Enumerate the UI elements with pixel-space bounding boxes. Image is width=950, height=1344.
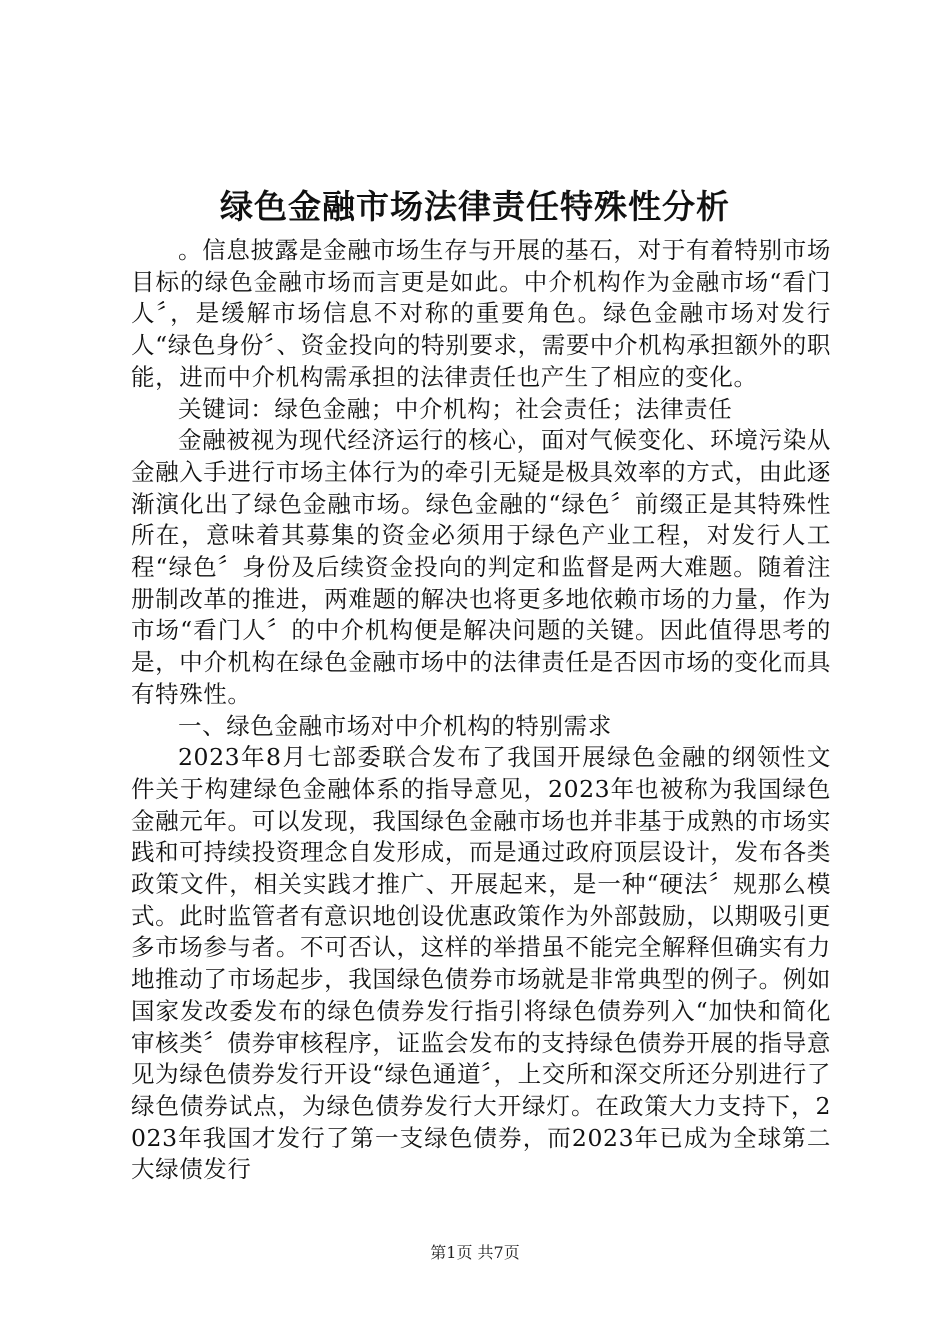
keywords-paragraph: 关键词：绿色金融；中介机构；社会责任；法律责任 [178,394,733,423]
document-title: 绿色金融市场法律责任特殊性分析 [220,187,730,226]
abstract-paragraph: 。信息披露是金融市场生存与开展的基石，对于有着特别市场目标的绿色金融市场而言更是如此。中介机构作为金融市场“看门人〞，是缓解市场信息不对称的重要角色。绿色金融市场对发行人“绿色身份〞、资金投向的特别要求，需要中介机构承担额外的职能，进而中介机构需承担的法律责任也产生了相应的变化。 [131,236,831,391]
document-body [131,235,831,1186]
section-heading: 一、绿色金融市场对中介机构的特别需求 [178,711,612,740]
section-paragraph: 2023年8月七部委联合发布了我国开展绿色金融的纲领性文件关于构建绿色金融体系的指导意见，2023年也被称为我国绿色金融元年。可以发现，我国绿色金融市场也并非基于成熟的市场实践和可持续投资理念自发形成，而是通过政府顶层设计，发布各类政策文件，相关实践才推广、开展起来，是一种“硬法〞规那么模式。此时监管者有意识地创设优惠政策作为外部鼓励，以期吸引更多市场参与者。不可否认，这样的举措虽不能完全解释但确实有力地推动了市场起步，我国绿色债券市场就是非常典型的例子。例如国家发改委发布的绿色债券发行指引将绿色债券列入“加快和简化审核类〞债券审核程序，证监会发布的支持绿色债券开展的指导意见为绿色债券发行开设“绿色通道〞，上交所和深交所还分别进行了绿色债券试点，为绿色债券发行大开绿灯。在政策大力支持下，2023年我国才发行了第一支绿色债券，而2023年已成为全球第二大绿债发行 [131,743,831,1184]
intro-paragraph: 金融被视为现代经济运行的核心，面对气候变化、环境污染从金融入手进行市场主体行为的牵引无疑是极具效率的方式，由此逐渐演化出了绿色金融市场。绿色金融的“绿色〞前缀正是其特殊性所在，意味着其募集的资金必须用于绿色产业工程，对发行人工程“绿色〞身份及后续资金投向的判定和监督是两大难题。随着注册制改革的推进，两难题的解决也将更多地依赖市场的力量，作为市场“看门人〞的中介机构便是解决问题的关键。因此值得思考的是，中介机构在绿色金融市场中的法律责任是否因市场的变化而具有特殊性。 [131,426,831,708]
page-footer: 第1页 共7页 [430,1243,520,1262]
